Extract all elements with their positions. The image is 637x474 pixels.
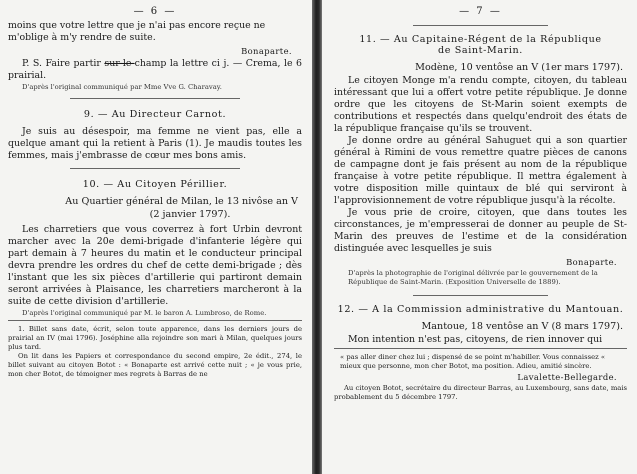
book-gutter — [312, 0, 322, 474]
section-divider-3 — [413, 25, 548, 26]
section-11-heading — [334, 34, 627, 56]
right-page — [322, 0, 637, 474]
footnote-continuation-2: Au citoyen Botot, secrétaire du directeur Barras, au Luxembourg, sans date, mais probablement du 5 décembre 1797. — [334, 384, 627, 401]
section-11-heading-line-1: 11. — Au Capitaine-Régent de la République — [359, 34, 602, 45]
footnote-1: 1. Billet sans date, écrit, selon toute apparence, dans les derniers jours de prairial an IV (mai 1796). Joséphine alla rejoindre son mari à Milan, quelques jours plus tard. — [8, 325, 302, 351]
source-note-2: D'après l'original communiqué par M. le baron A. Lumbroso, de Rome. — [22, 309, 267, 317]
postscript-prefix: P. S. Faire partir — [22, 58, 105, 69]
section-11-paragraph-3: Je vous prie de croire, citoyen, que dans toutes les circonstances, je m'empresserai de donner au peuple de St-Marin des preuves de l'estime et de la considération distinguée avec lesquelles je suis — [334, 207, 627, 254]
page-number-right: — 7 — — [459, 6, 502, 17]
page-number-left: — 6 — — [133, 6, 177, 17]
section-12-text: Mon intention n'est pas, citoyens, de rien innover qui — [348, 334, 603, 345]
signature-bonaparte-1: Bonaparte. — [241, 46, 292, 56]
section-11-heading-line-2: de Saint-Marin. — [438, 45, 523, 56]
section-9-heading: 9. — Au Directeur Carnot. — [83, 109, 227, 120]
section-11-dateline: Modène, 10 ventôse an V (1er mars 1797). — [415, 62, 623, 73]
footnote-continuation: « pas aller diner chez lui ; dispensé de se point m'habiller. Vous connaissez « mieux que personne, mon cher Botot, ma position. Adieu, amitié sincère. — [340, 353, 605, 370]
section-12-dateline: Mantoue, 18 ventôse an V (8 mars 1797). — [421, 321, 623, 332]
section-12-heading: 12. — A la Commission administrative du Mantouan. — [337, 304, 624, 315]
footnote-signature: Lavalette-Bellegarde. — [517, 372, 617, 382]
left-page — [0, 0, 312, 474]
section-10-dateline-1: Au Quartier général de Milan, le 13 nivôse an V — [65, 196, 298, 207]
footnote-2: On lit dans les Papiers et correspondance du second empire, 2e édit., 274, le billet suivant au citoyen Botot : « Bonaparte est arrivé cette nuit ; « je vous prie, mon cher Botot, de témoigner mes regrets à Barras de ne — [8, 352, 302, 378]
continuation-line-1: moins que votre lettre que je n'ai pas encore reçue ne — [8, 20, 266, 31]
postscript — [8, 58, 302, 82]
section-10-dateline-2: (2 janvier 1797). — [149, 209, 231, 220]
section-9-text: Je suis au désespoir, ma femme ne vient pas, elle a quelque amant qui la retient à Paris (1). Je maudis toutes les femmes, mais j'embrasse de cœur mes bons amis. — [8, 126, 302, 161]
section-11-paragraph-1: Le citoyen Monge m'a rendu compte, citoyen, du tableau intéressant que lui a offert votre petite république. Je donne ordre que les citoyens de St-Marin soient exempts de contributions et respectés dans quelqu'endroit des états de la république française qu'ils se trouvent. — [334, 75, 627, 134]
section-11-paragraph-2: Je donne ordre au général Sahuguet qui a son quartier général à Rimini de vous remettre quatre pièces de canons de campagne dont je fais présent au nom de la république française à votre petite république. Il mettra également à votre disposition mille quintaux de blé qui serviront à l'approvisionnement de votre république jusqu'à la récolte. — [334, 135, 627, 206]
footnotes-right — [334, 348, 627, 402]
section-10-text: Les charretiers que vous coverrez à fort Urbin devront marcher avec la 20e demi-brigade d'infanterie légère qui part demain à 7 heures du matin et le conducteur principal devra prendre les ordres du chef de cette demi-brigade ; dès l'instant que les six pièces d'artillerie qui partiront demain seront arrivées à Plaisance, les charretiers marcheront à la suite de cette division d'artillerie. — [8, 224, 302, 307]
section-10-heading: 10. — Au Citoyen Périllier. — [82, 179, 228, 190]
section-divider-1 — [70, 98, 241, 99]
source-note-3: D'après la photographie de l'original délivrée par le gouvernement de la République de Saint-Marin. (Exposition Universelle de 1889). — [348, 269, 598, 286]
source-note-1: D'après l'original communiqué par Mme Vve G. Charavay. — [22, 83, 222, 91]
section-divider-2 — [70, 168, 241, 169]
section-divider-4 — [413, 295, 548, 296]
footnotes-left — [8, 320, 302, 379]
continuation-line-2: m'oblige à m'y rendre de suite. — [8, 32, 156, 43]
postscript-rest: champ la lettre ci j. — Crema, le 6 prairial. — [8, 58, 302, 81]
signature-bonaparte-2: Bonaparte. — [566, 257, 617, 267]
postscript-struck-text: sur-le- — [104, 58, 135, 69]
